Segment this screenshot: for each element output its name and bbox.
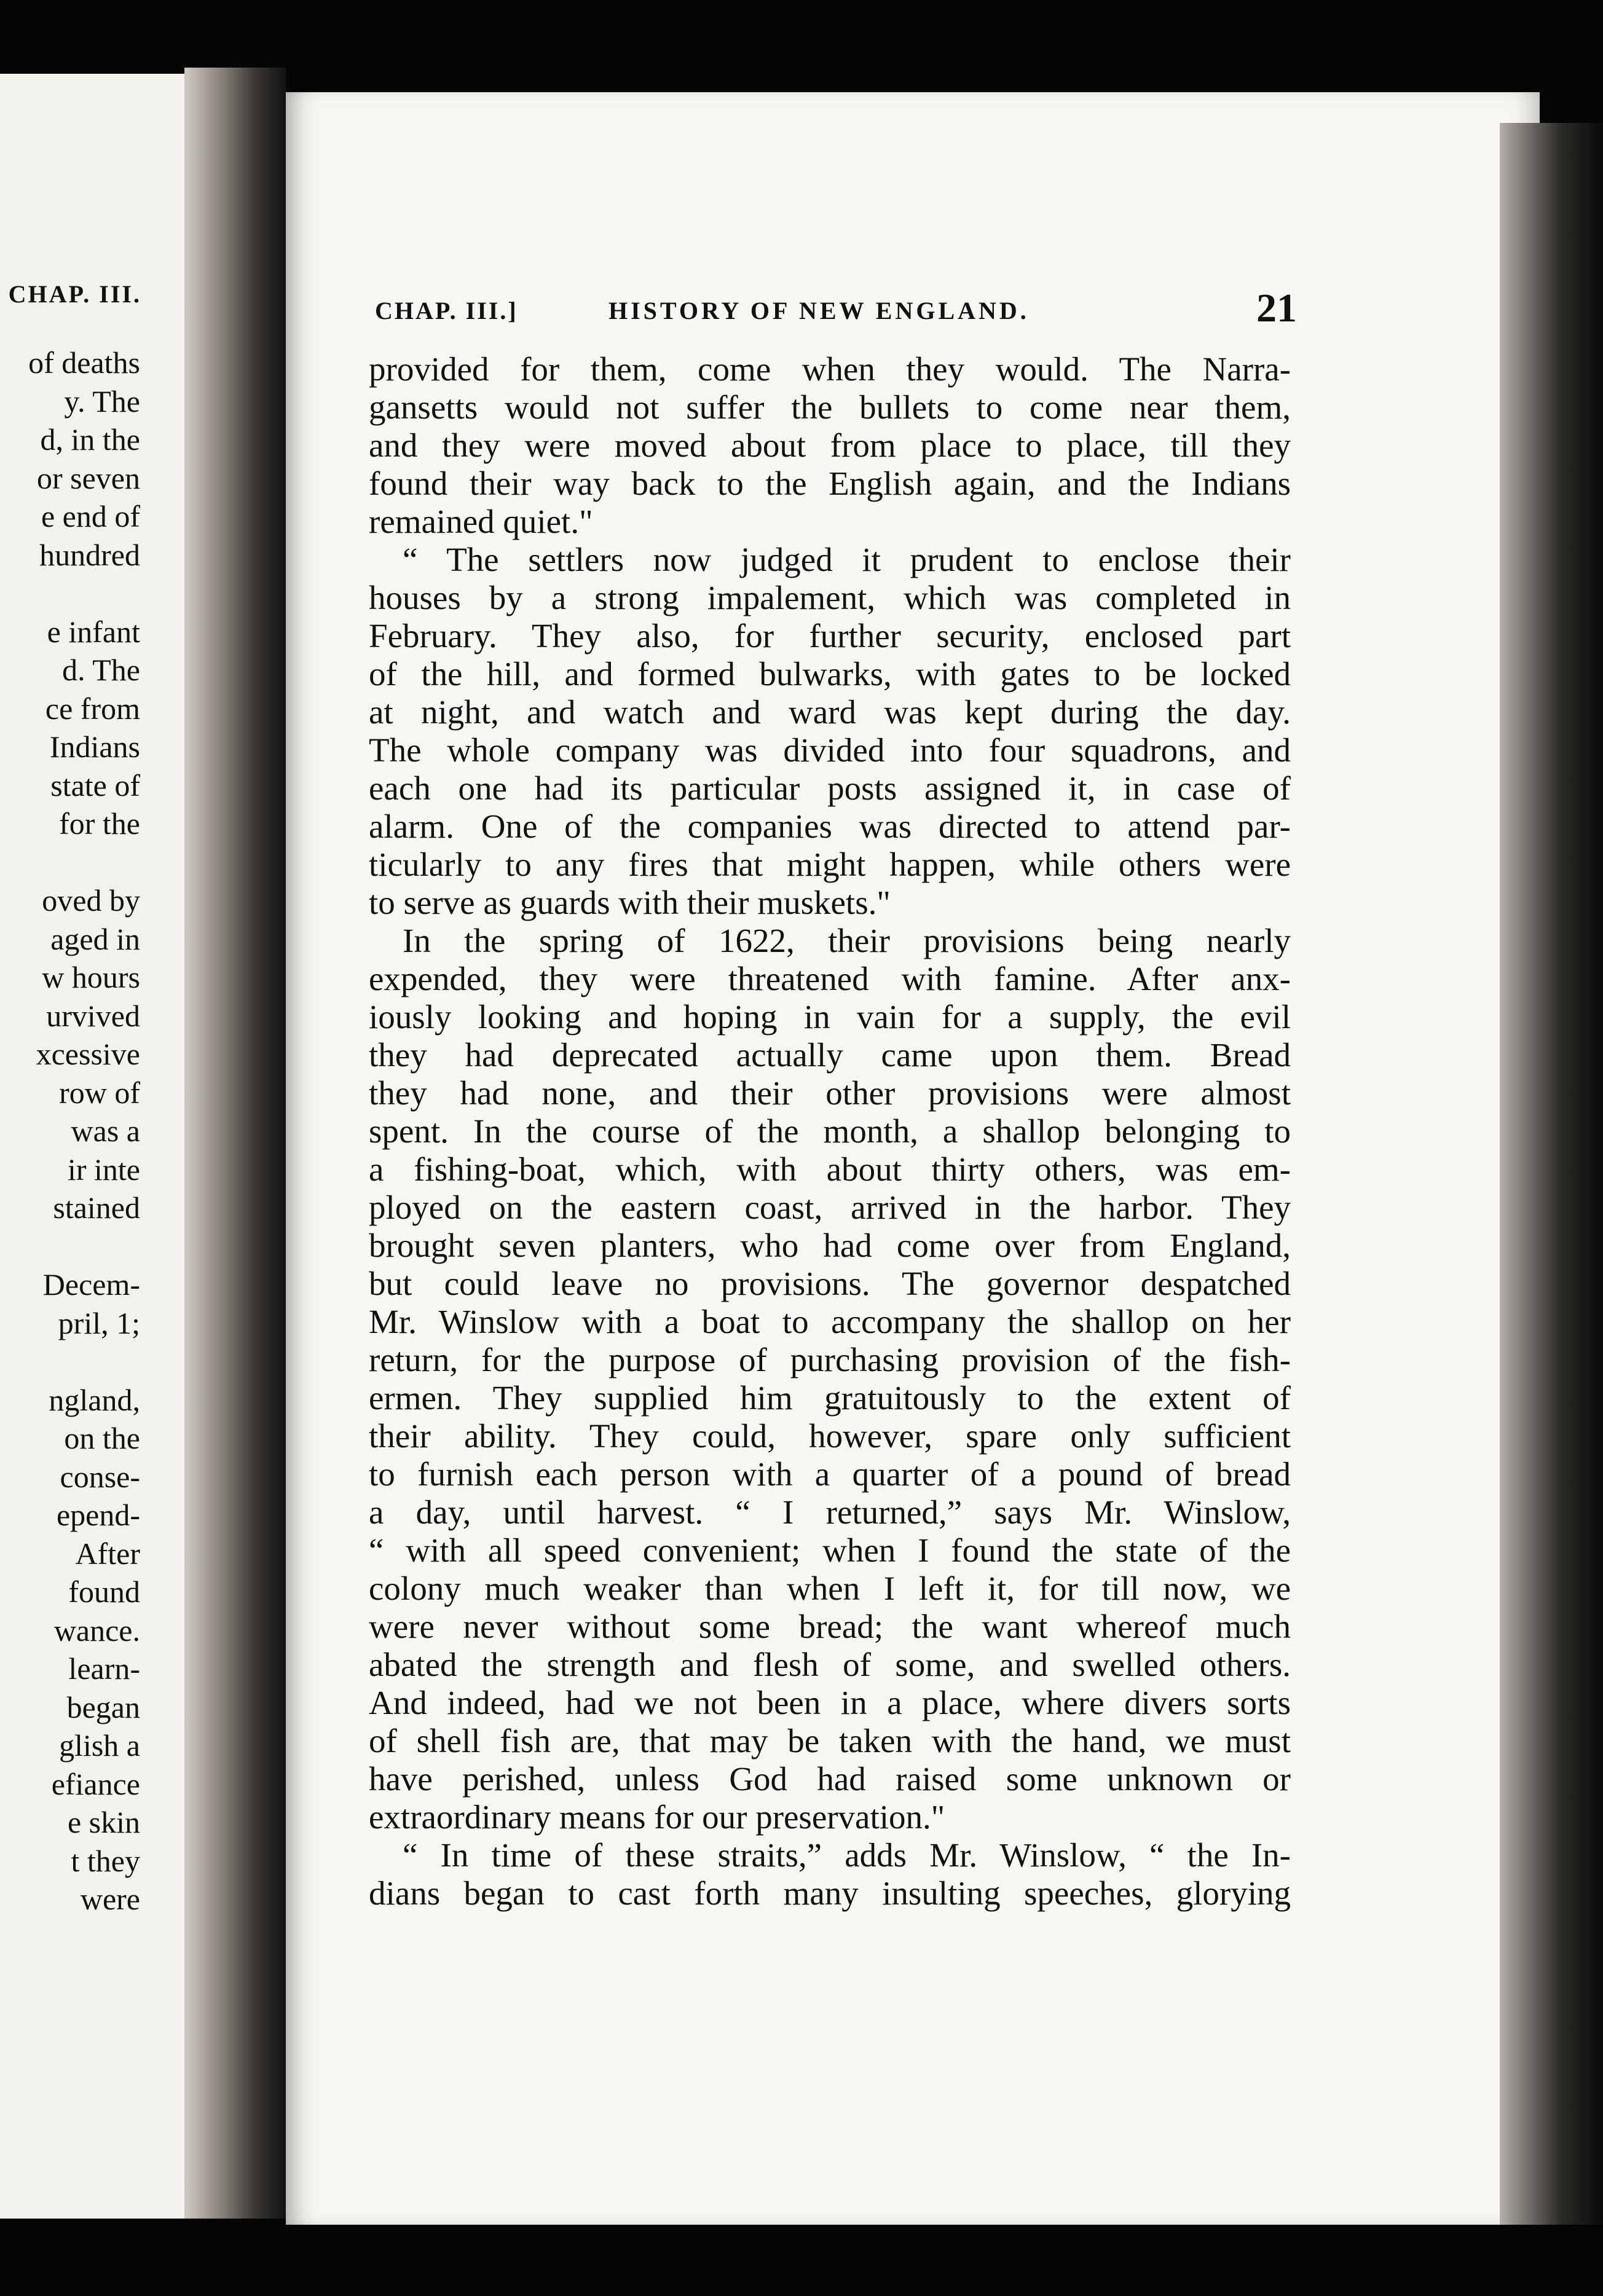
text-line: “ with all speed convenient; when I found the state of the: [369, 1531, 1291, 1569]
left-page-line: stained: [53, 1190, 140, 1225]
text-line: were never without some bread; the want whereof much: [369, 1608, 1291, 1645]
left-page-line: d, in the: [40, 422, 140, 457]
text-line: expended, they were threatened with famine. After anx-: [369, 960, 1291, 997]
text-line: at night, and watch and ward was kept during the day.: [369, 693, 1291, 731]
left-page-line: t they: [71, 1843, 140, 1878]
text-line: found their way back to the English again, and the Indians: [369, 465, 1291, 502]
left-page-line: state of: [50, 768, 140, 803]
left-page-line: row of: [59, 1075, 140, 1110]
left-page-line: e infant: [47, 614, 140, 649]
running-header: [375, 286, 1297, 333]
text-line: of the hill, and formed bulwarks, with gates to be locked: [369, 655, 1291, 693]
text-line: each one had its particular posts assigned it, in case of: [369, 769, 1291, 807]
text-line: a fishing-boat, which, with about thirty others, was em-: [369, 1150, 1291, 1188]
text-line: they had deprecated actually came upon them. Bread: [369, 1036, 1291, 1074]
text-line: but could leave no provisions. The governor despatched: [369, 1265, 1291, 1302]
left-page-line: wance.: [53, 1613, 140, 1648]
text-line: extraordinary means for our preservation.": [369, 1798, 945, 1836]
left-page-line: efiance: [51, 1766, 140, 1801]
left-page-line: found: [68, 1575, 140, 1609]
left-page-line: d. The: [62, 653, 140, 687]
text-line: “ The settlers now judged it prudent to enclose their: [403, 541, 1291, 578]
chapter-label: CHAP. III.]: [375, 297, 518, 324]
left-page-line: or seven: [37, 460, 140, 495]
left-page-line: on the: [64, 1421, 140, 1455]
left-page-line: xcessive: [36, 1037, 140, 1071]
left-page-line: conse-: [60, 1459, 140, 1494]
page-number: 21: [1256, 286, 1297, 331]
left-page-line: y. The: [64, 383, 140, 419]
left-page-line: for the: [59, 806, 140, 841]
left-page-header: CHAP. III.: [8, 280, 141, 308]
left-page-line: learn-: [68, 1651, 140, 1686]
left-page-line: were: [80, 1882, 140, 1916]
text-line: colony much weaker than when I left it, for till now, we: [369, 1570, 1291, 1607]
text-line: iously looking and hoping in vain for a supply, the evil: [369, 998, 1291, 1036]
text-line: And indeed, had we not been in a place, where divers sorts: [369, 1684, 1291, 1721]
left-page-line: After: [75, 1536, 140, 1571]
left-page-line: Decem-: [42, 1267, 140, 1302]
left-page-line: oved by: [42, 883, 140, 918]
left-page-line: ce from: [45, 691, 140, 726]
text-line: ermen. They supplied him gratuitously to the extent of: [369, 1379, 1291, 1417]
text-line: alarm. One of the companies was directed to attend par-: [369, 808, 1291, 845]
left-page-line: urvived: [46, 998, 140, 1033]
text-line: ticularly to any fires that might happen, while others were: [369, 846, 1291, 883]
left-page-line: ir inte: [67, 1152, 140, 1187]
left-page-line: ngland,: [49, 1382, 140, 1417]
text-line: abated the strength and flesh of some, and swelled others.: [369, 1646, 1291, 1683]
page-edge-shadow: [1500, 123, 1603, 2225]
text-line: dians began to cast forth many insulting speeches, glorying: [369, 1874, 1291, 1912]
text-line: return, for the purpose of purchasing provision of the fish-: [369, 1341, 1291, 1378]
text-line: houses by a strong impalement, which was completed in: [369, 579, 1291, 616]
running-title: HISTORY OF NEW ENGLAND.: [609, 297, 1030, 324]
text-line: a day, until harvest. “ I returned,” says Mr. Winslow,: [369, 1493, 1291, 1531]
page-body-text: [369, 350, 1291, 1913]
book-gutter: [184, 68, 286, 2219]
text-line: of shell fish are, that may be taken with the hand, we must: [369, 1722, 1291, 1759]
text-line: have perished, unless God had raised some unknown or: [369, 1760, 1291, 1798]
left-page-line: epend-: [56, 1498, 140, 1532]
left-page-line: hundred: [39, 537, 140, 572]
left-page-line: w hours: [42, 960, 140, 994]
text-line: provided for them, come when they would. The Narra-: [369, 350, 1291, 388]
left-page-line: was a: [71, 1114, 140, 1148]
text-line: ployed on the eastern coast, arrived in the harbor. They: [369, 1189, 1291, 1226]
left-page-line: aged in: [50, 921, 140, 956]
text-line: In the spring of 1622, their provisions being nearly: [403, 922, 1291, 959]
left-facing-page: [0, 74, 184, 2219]
left-page-line: e end of: [41, 499, 140, 533]
left-page-line: began: [66, 1689, 140, 1724]
text-line: “ In time of these straits,” adds Mr. Winslow, “ the In-: [403, 1836, 1291, 1874]
left-page-line: e skin: [67, 1805, 140, 1839]
text-line: February. They also, for further security, enclosed part: [369, 617, 1291, 655]
left-page-line: Indians: [49, 729, 140, 764]
text-line: they had none, and their other provisions were almost: [369, 1074, 1291, 1112]
left-page-line: pril, 1;: [58, 1305, 140, 1340]
text-line: their ability. They could, however, spare only sufficient: [369, 1417, 1291, 1455]
text-line: gansetts would not suffer the bullets to come near them,: [369, 388, 1291, 426]
text-line: brought seven planters, who had come over from England,: [369, 1227, 1291, 1264]
left-page-line: glish a: [59, 1728, 140, 1763]
text-line: and they were moved about from place to place, till they: [369, 427, 1291, 464]
text-line: The whole company was divided into four squadrons, and: [369, 731, 1291, 769]
text-line: Mr. Winslow with a boat to accompany the shallop on her: [369, 1303, 1291, 1340]
left-page-line: of deaths: [28, 345, 140, 380]
text-line: to serve as guards with their muskets.": [369, 884, 891, 921]
text-line: to furnish each person with a quarter of a pound of bread: [369, 1455, 1291, 1493]
text-line: remained quiet.": [369, 503, 593, 540]
text-line: spent. In the course of the month, a shallop belonging to: [369, 1112, 1291, 1150]
